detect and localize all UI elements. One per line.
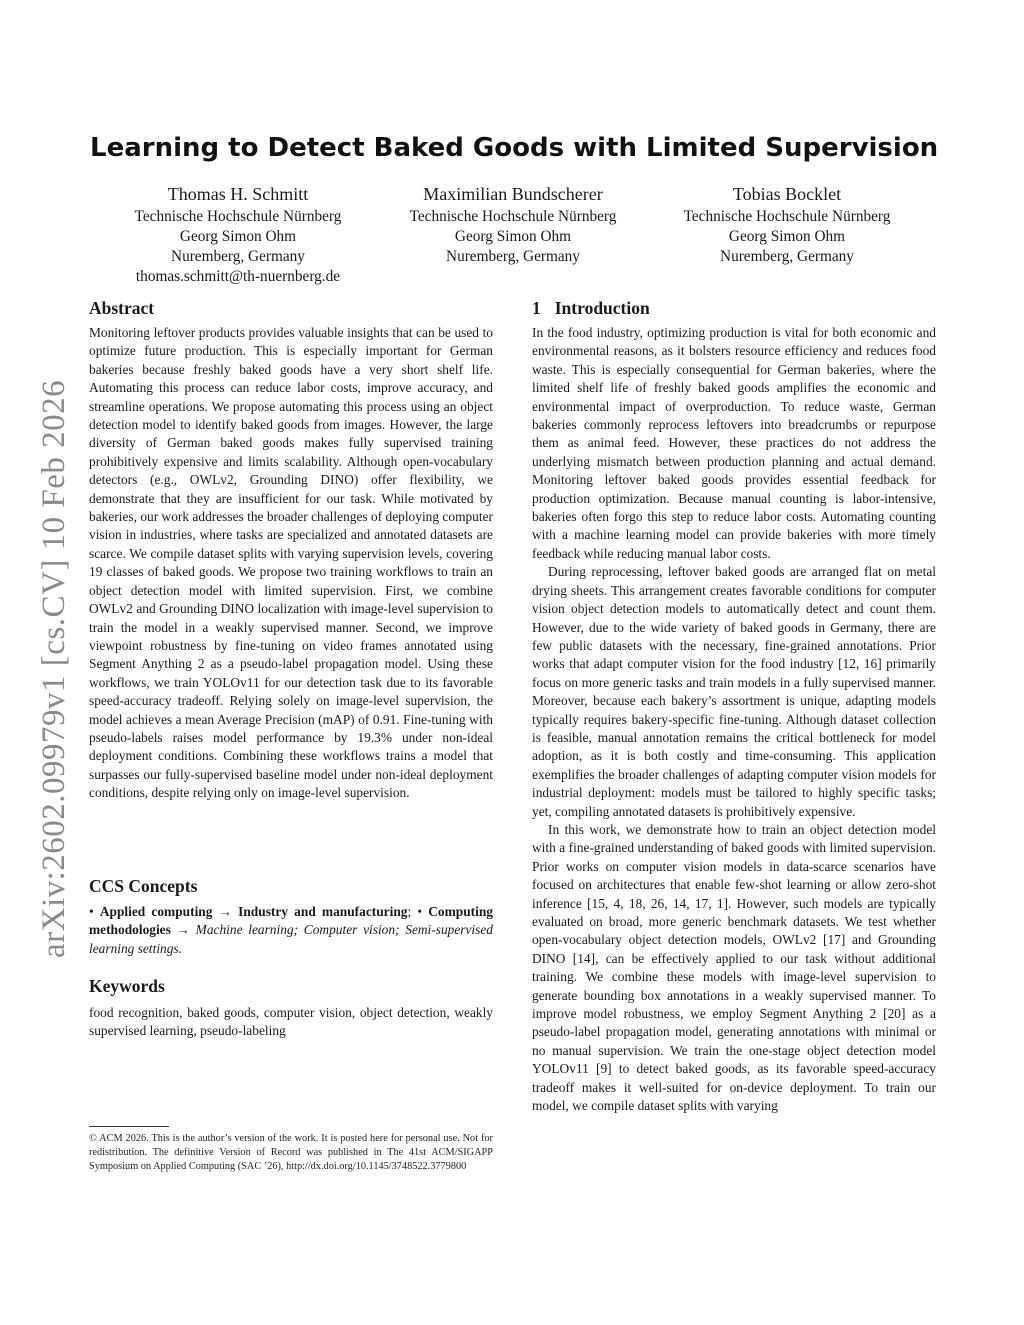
abstract-text: Monitoring leftover products provides valuable insights that can be used to optimize future production. This is especially important for German bakeries because freshly baked goods have a very short shelf life. Automating this process can reduce labor costs, improve accuracy, and streamline operations. We propose automating this process using an object detection model to identify baked goods from images. However, the large diversity of German baked goods makes fully supervised training prohibitively expensive and limits scalability. Although open-vocabulary detectors (e.g., OWLv2, Grounding DINO) offer flexibility, we demonstrate that they are insufficient for our task. While motivated by bakeries, our work addresses the broader challenges of deploying computer vision in industries, where tasks are specialized and annotated datasets are scarce. We compile dataset splits with varying supervision levels, covering 19 classes of baked goods. We propose two training workflows to train an object detection model with limited supervision. First, we combine OWLv2 and Grounding DINO localization with image-level supervision to train the model in a weakly supervised manner. Second, we improve viewpoint robustness by fine-tuning on video frames annotated using Segment Anything 2 as a pseudo-label propagation model. Using these workflows, we train YOLOv11 for our detection task due to its favorable speed-accuracy tradeoff. Relying solely on image-level supervision, the model achieves a mean Average Precision (mAP) of 0.91. Fine-tuning with pseudo-labels raises model performance by 19.3% under non-ideal deployment conditions. Combining these workflows trains a model that surpasses our fully-supervised baseline model under non-ideal deployment conditions, despite relying only on image-level supervision. xyxy=(89,325,493,801)
left-column xyxy=(89,296,493,803)
author-block xyxy=(373,181,653,267)
ccs-separator: ; xyxy=(407,904,418,919)
keywords-text: food recognition, baked goods, computer vision, object detection, weakly supervised learning, pseudo-labeling xyxy=(89,1005,493,1039)
author-affiliation: Technische Hochschule Nürnberg xyxy=(134,208,342,225)
ccs-heading: CCS Concepts xyxy=(89,876,198,896)
intro-paragraph: In this work, we demonstrate how to train an object detection model with a fine-grained understanding of baked goods with limited supervision. Prior works on computer vision models in data-scarce scenarios have focused on architectures that enable few-shot learning or allow zero-shot inference [15, 4, 18, 26, 14, 17, 1]. However, such models are typically evaluated on broad, more generic benchmark datasets. We test whether open-vocabulary object detection models, OWLv2 [17] and Grounding DINO [14], can be effectively applied to our task without additional training. We combine these models with image-level supervision to generate bounding box annotations in a weakly supervised manner. To improve model robustness, we employ Segment Anything 2 [20] as a pseudo-label propagation model, generating annotations with minimal or no manual supervision. We train the one-stage object detection model YOLOv11 [9] to detect baked goods, as its favorable speed-accuracy tradeoff makes it well-suited for on-device deployment. To train our model, we compile dataset splits with varying xyxy=(532,821,936,1114)
keywords-heading: Keywords xyxy=(89,976,165,996)
author-affiliation: Technische Hochschule Nürnberg xyxy=(683,208,891,225)
ccs-bullet: • xyxy=(417,904,429,919)
ccs-item: Computing methodologies → xyxy=(89,904,493,938)
author-affiliation: Georg Simon Ohm xyxy=(728,228,846,245)
ccs-item: Applied computing → Industry and manufacturing xyxy=(99,904,408,919)
author-location: Nuremberg, Germany xyxy=(446,248,580,265)
ccs-concepts xyxy=(89,903,493,958)
section-number: 1 xyxy=(532,298,541,318)
arxiv-identifier: arXiv:2602.09979v1 [cs.CV] 10 Feb 2026 xyxy=(36,379,72,958)
author-name: Thomas H. Schmitt xyxy=(167,184,309,204)
author-location: Nuremberg, Germany xyxy=(720,248,854,265)
intro-paragraph: In the food industry, optimizing production is vital for both economic and environmental reasons, as it bolsters resource efficiency and reduces food waste. This is especially consequential for German bakeries, where the limited shelf life of freshly baked goods amplifies the economic and environmental impact of overproduction. To reduce waste, German bakeries commonly reprocess leftovers into breadcrumbs or repurpose them as animal feed. However, these practices do not address the underlying mismatch between production planning and actual demand. Monitoring leftover baked goods provides essential feedback for production optimization. Because manual counting is labor-intensive, bakeries often forgo this step to reduce labor costs. Automating counting with a machine learning model can provide bakeries with more timely feedback while reducing manual labor costs. xyxy=(532,325,936,561)
author-block xyxy=(98,181,378,287)
paper-title: Learning to Detect Baked Goods with Limited Supervision xyxy=(90,133,939,163)
section-heading xyxy=(532,296,936,320)
author-name: Tobias Bocklet xyxy=(732,184,842,204)
author-affiliation: Georg Simon Ohm xyxy=(179,228,297,245)
author-location: Nuremberg, Germany xyxy=(171,248,305,265)
section-title: Introduction xyxy=(554,298,650,318)
copyright-footnote: © ACM 2026. This is the author’s version of the work. It is posted here for personal use. Not for redistribution. The definitive Version of Record was published in The 41st ACM/SIGAPP Symposium on Applied Computing (SAC ’26), http://dx.doi.org/10.1145/3748522.3779800 xyxy=(89,1133,493,1173)
author-affiliation: Technische Hochschule Nürnberg xyxy=(409,208,617,225)
author-block xyxy=(647,181,927,267)
intro-paragraph: During reprocessing, leftover baked goods are arranged flat on metal drying sheets. This arrangement creates favorable conditions for computer vision object detection models to automatically detect and count them. However, due to the wide variety of baked goods in Germany, there are few public datasets with the necessary, fine-grained annotations. Prior works that adapt computer vision for the food industry [12, 16] primarily focus on more generic tasks and train models in a fully supervised manner. Moreover, because each bakery’s assortment is unique, adapting models typically requires bakery-specific fine-tuning. Although dataset collection is feasible, manual annotation remains the critical bottleneck for model adoption, as it is both costly and time-consuming. This application exemplifies the broader challenges of adapting computer vision models for industrial deployment: models must be tailored to highly specific tasks; yet, compiling annotated datasets is prohibitively expensive. xyxy=(532,564,936,819)
author-affiliation: Georg Simon Ohm xyxy=(454,228,572,245)
abstract-heading: Abstract xyxy=(89,298,155,318)
author-name: Maximilian Bundscherer xyxy=(423,184,603,204)
footnote-rule xyxy=(89,1126,169,1127)
ccs-bullet: • xyxy=(89,904,100,919)
ccs-subitems: Machine learning; Computer vision; Semi-supervised learning settings. xyxy=(89,922,494,956)
right-column xyxy=(532,296,936,1115)
author-email[interactable]: thomas.schmitt@th-nuernberg.de xyxy=(135,268,341,285)
